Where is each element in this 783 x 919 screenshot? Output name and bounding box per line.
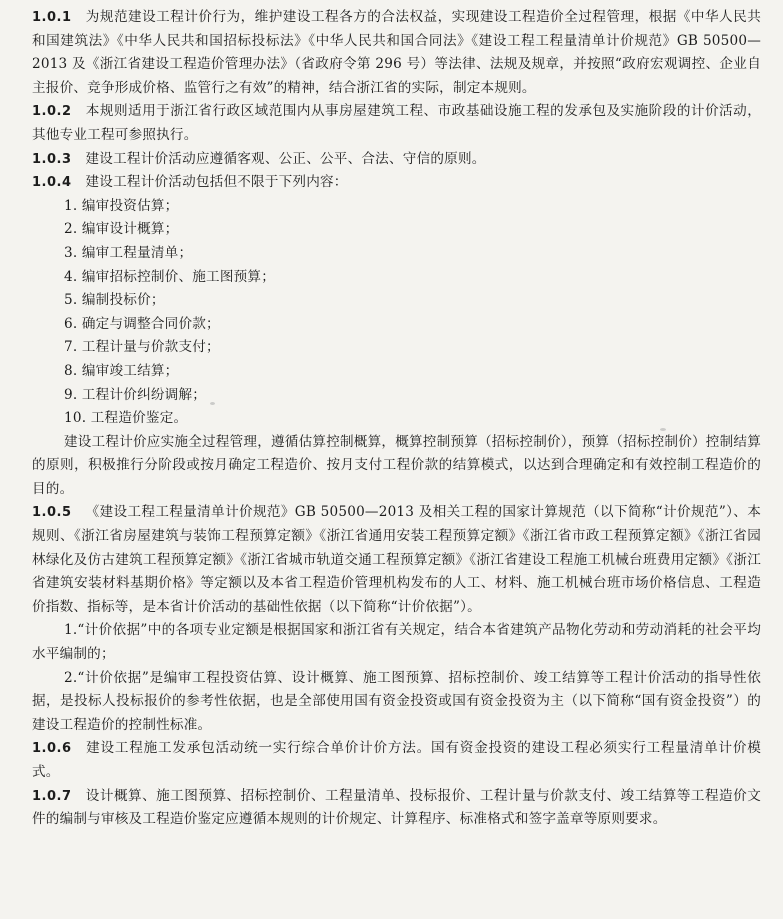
list-item: 3. 编审工程量清单； (64, 244, 193, 261)
scan-speck (210, 402, 215, 405)
article-1-0-1 (32, 6, 761, 100)
article-number: 1.0.2 (32, 104, 72, 120)
scan-speck (660, 428, 666, 431)
list-item: 4. 编审招标控制价、施工图预算； (64, 268, 276, 285)
article-1-0-5 (32, 501, 761, 619)
article-1-0-4-closing: 建设工程计价应实施全过程管理，遵循估算控制概算，概算控制预算（招标控制价），预算（招标控制价）控制结算的原则，积极推行分阶段或按月确定工程造价、按月支付工程价款的结算模式，以达到合理确定和有效控制工程造价的目的。 (32, 433, 761, 497)
article-number: 1.0.7 (32, 788, 72, 804)
article-text: 《建设工程工程量清单计价规范》GB 50500—2013 及相关工程的国家计算规范（以下简称“计价规范”）、本规则、《浙江省房屋建筑与装饰工程预算定额》《浙江省通用安装工程预算定额》《浙江省市政工程预算定额》《浙江省园林绿化及仿古建筑工程预算定额》《浙江省城市轨道交通工程预算定额》《浙江省建设工程施工机械台班费用定额》《浙江省建筑安装材料基期价格》等定额以及本省工程造价管理机构发布的人工、材料、施工机械台班市场价格信息、工程造价指数、指标等，是本省计价活动的基础性依据（以下简称“计价依据”）。 (32, 504, 761, 615)
list-item: 5. 编制投标价； (64, 292, 165, 309)
list-item: 2. 编审设计概算； (64, 221, 179, 238)
article-number: 1.0.3 (32, 151, 72, 167)
list-item: 7. 工程计量与价款支付； (64, 339, 220, 356)
article-1-0-3 (32, 148, 761, 172)
article-text: 建设工程施工发承包活动统一实行综合单价计价方法。国有资金投资的建设工程必须实行工程量清单计价模式。 (32, 740, 761, 780)
article-1-0-5-sub-2: 2.“计价依据”是编审工程投资估算、设计概算、施工图预算、招标控制价、竣工结算等工程计价活动的指导性依据，是投标人投标报价的参考性依据，也是全部使用国有资金投资或国有资金投资为主（以下简称“国有资金投资”）的建设工程造价的控制性标准。 (32, 669, 761, 733)
article-1-0-2 (32, 100, 761, 147)
list-item: 6. 确定与调整合同价款； (64, 315, 220, 332)
article-1-0-5-sub-1: 1.“计价依据”中的各项专业定额是根据国家和浙江省有关规定，结合本省建筑产品物化劳动和劳动消耗的社会平均水平编制的； (32, 622, 761, 663)
article-1-0-4 (32, 171, 761, 195)
list-item: 10. 工程造价鉴定。 (64, 410, 188, 427)
list-item: 1. 编审投资估算； (64, 197, 179, 214)
article-number: 1.0.5 (32, 505, 72, 521)
article-text: 建设工程计价活动包括但不限于下列内容： (85, 174, 348, 191)
article-number: 1.0.1 (32, 10, 72, 25)
article-text: 建设工程计价活动应遵循客观、公正、公平、合法、守信的原则。 (85, 150, 486, 167)
article-number: 1.0.4 (32, 175, 72, 191)
list-item: 8. 编审竣工结算； (64, 362, 179, 379)
article-text: 设计概算、施工图预算、招标控制价、工程量清单、投标报价、工程计量与价款支付、竣工结算等工程造价文件的编制与审核及工程造价鉴定应遵循本规则的计价规定、计算程序、标准格式和签字盖章等原则要求。 (32, 787, 761, 828)
article-text: 本规则适用于浙江省行政区域范围内从事房屋建筑工程、市政基础设施工程的发承包及实施阶段的计价活动，其他专业工程可参照执行。 (32, 103, 761, 143)
article-1-0-6 (32, 737, 761, 784)
article-1-0-7 (32, 785, 761, 832)
article-1-0-4-list (32, 195, 761, 431)
list-item: 9. 工程计价纠纷调解； (64, 386, 207, 403)
article-number: 1.0.6 (32, 741, 72, 757)
article-text: 为规范建设工程计价行为，维护建设工程各方的合法权益，实现建设工程造价全过程管理，根据《中华人民共和国建筑法》《中华人民共和国招标投标法》《中华人民共和国合同法》《建设工程工程量清单计价规范》GB 50500—2013 及《浙江省建设工程造价管理办法》（省政府令第 296 号）等法律、法规及规章，并按照“政府宏观调控、企业自主报价、竞争形成价格、监管行之有效”的精神，结合浙江省的实际，制定本规则。 (32, 9, 761, 96)
